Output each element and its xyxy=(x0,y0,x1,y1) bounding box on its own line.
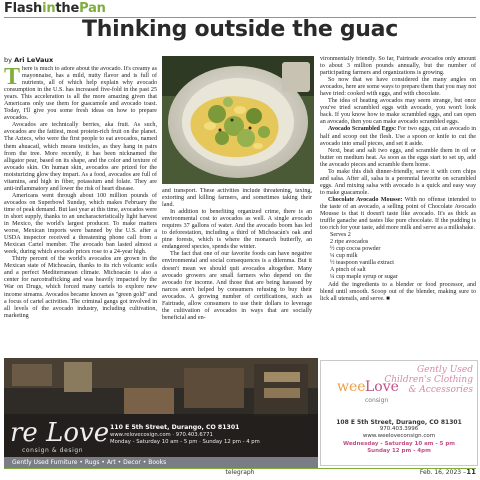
weelove-logo-sub: consign xyxy=(365,397,389,404)
ingredient-item: ½ cup cocoa powder xyxy=(330,246,381,253)
paragraph: and transport. These activities include threatening, taxing, extorting and killing farmers, and sometimes taking their land. xyxy=(162,188,312,209)
ingredient-item: ¼ cup maple syrup or sugar xyxy=(330,274,398,281)
footer-date: Feb. 16, 2023 – xyxy=(419,469,466,476)
recipe-serves: Serves 2 xyxy=(330,232,351,239)
page-number: 11 xyxy=(466,468,476,476)
paragraph-text: here is much to adore about the avocado. It's creamy as mayonnaise, has a mild, nutty flavor and is full of nutrients, all of which help explain why avocado consumption in the U.S. has increased five-fold in the past 25 years. This acceleration is all the more amazing given that Americans only use them for guacamole and avocado toast. Today, I'll give you some fresh ideas on how to prepare avocados. xyxy=(4,66,157,122)
ingredient-item: A pinch of salt xyxy=(330,267,366,274)
recipe-title: Chocolate Avocado Mousse: xyxy=(328,196,403,203)
weelove-tagline: Gently Used Children's Clothing & Accessories xyxy=(384,365,473,395)
drop-cap: T xyxy=(4,66,21,90)
recipe-paragraph xyxy=(320,126,476,147)
paragraph: Next, beat and salt two eggs, and scramble them in oil or butter on medium heat. As soon as the eggs start to set up, add the avocado pieces and scramble them home. xyxy=(320,147,476,168)
relove-logo: re Love xyxy=(10,418,110,448)
section-masthead xyxy=(4,1,106,16)
ingredient-item: 2 ripe avocados xyxy=(330,239,369,246)
paragraph: Americans went through about 100 million pounds of avocados on Superbowl Sunday, which makes February the time of peak demand. But last year at this time, avocados were in short supply, thanks to an uncharacteristically light harvest in Mexico, the world's largest producer. To make matters worse, Mexican imports were banned by the U.S. after a USDA inspector received a threatening phone call from a Mexican Cartel member. The avocado ban lasted almost a week, during which avocado prices rose to a 24-year high. xyxy=(4,192,157,256)
recipe-text: For two eggs, cut an avocado in half and scoop out the flesh. Use a spoon or knife to cut the avocado into small pieces, and set it aside. xyxy=(320,126,476,147)
paragraph: Add the ingredients to a blender or food processor, and blend until smooth. Scoop out of the blender, making sure to lick all utensils, and serve. ■ xyxy=(320,281,476,302)
paragraph: Avocados are technically berries, aka fruit. As such, avocados are the fattiest, most protein-rich fruit on the planet. The Aztecs, who were the first people to eat avocados, named them ahuacatl, which means testicles, as they hang in pairs from the tree. More recently, it has been nicknamed the alligator pear, based on its shape, and the color and texture of avocado skin. On human skin, avocados are prized for the moisturizing glow they impart. As a food, avocados are full of vitamins, and high in fiber, potassium and folate. They are anti-inflammatory and lower the risk of heart disease. xyxy=(4,122,157,192)
masthead-part-the: the xyxy=(55,1,80,16)
article-headline: Thinking outside the guac xyxy=(82,17,398,42)
relove-ad[interactable] xyxy=(4,358,318,468)
paragraph: So now that we have considered the many angles on avocados, here are some ways to prepare them that you may not have tried: cooked with eggs, and with chocolate. xyxy=(320,77,476,98)
paragraph: Thirty percent of the world's avocados are grown in the Mexican state of Michoacán, thanks to its rich volcanic soils and a perfect Mediterranean climate. Michoacán is also a center for narcotrafficking and was heavily impacted by the War on Drugs, which forced many cartels to explore new income streams. Avocados became known as "green gold" and a focus of cartel activities. The criminal gangs got involved in all levels of the avocado industry, including cultivation, marketing xyxy=(4,256,157,319)
ingredient-item: ¼ cup milk xyxy=(330,253,358,260)
weelove-hours-sunday: Sunday 12 pm - 4pm xyxy=(367,447,431,454)
footer-publication: telegraph xyxy=(225,469,255,476)
relove-contact xyxy=(110,424,260,447)
recipe-paragraph xyxy=(320,197,476,232)
byline-author: Ari LeVaux xyxy=(14,56,54,64)
masthead-part-pan: Pan xyxy=(79,1,106,16)
weelove-address: 108 E 5th Street, Durango, CO 81301 xyxy=(336,419,462,426)
weelove-contact xyxy=(321,419,477,455)
relove-category-bar: Gently Used Furniture • Rugs • Art • Decor • Books xyxy=(4,457,318,468)
byline-prefix: by xyxy=(4,56,12,64)
weelove-ad[interactable] xyxy=(320,360,478,466)
recipe-title: Avocado Scrambled Eggs: xyxy=(328,126,397,133)
paragraph: To make this dish dinner-friendly, serve it with corn chips and salsa. After all, salsa is a perennial favorite on scrambled eggs. And mixing salsa with avocado is a quick and easy way to make guacamole. xyxy=(320,168,476,196)
paragraph: vironmentally friendly. So far, Fairtrade avocados only amount to about 3 million pounds annually, but the number of participating farmers and organizations is growing. xyxy=(320,56,476,77)
article-column-1 xyxy=(4,66,157,356)
weelove-hours-weekday: Wednesday - Saturday 10 am - 5 pm xyxy=(342,440,456,447)
article-column-3 xyxy=(320,56,476,356)
masthead-part-flash: Flash xyxy=(4,1,43,16)
relove-address: 110 E 5th Street, Durango, CO 81301 xyxy=(110,424,240,431)
relove-website[interactable]: www.relovecosign.com · 970.403.6771 xyxy=(110,431,213,438)
paragraph xyxy=(4,66,157,122)
weelove-logo-wee: wee xyxy=(337,379,366,395)
food-photo-illustration xyxy=(162,56,314,184)
byline xyxy=(4,56,53,64)
masthead-part-in: in xyxy=(42,1,56,16)
weelove-website[interactable]: www.weeloveconsign.com xyxy=(362,433,436,440)
relove-logo-sub: consign & design xyxy=(22,447,84,454)
paragraph: The idea of heating avocados may seem strange, but once you've tried scrambled eggs with avocado, you won't look back. If you know how to make scrambled eggs, and can open an avocado, then you can make avocado scrambled eggs. xyxy=(320,98,476,126)
recipe-text: With no offense intended to the taste of an avocado, a selling point of Chocolate Avocado Mousse is that it doesn't taste like avocado. It's as thick as truffle ganache and tastes like pure chocolate. If the pudding is too rich for your taste, add more milk and serve as a milkshake. xyxy=(320,196,476,232)
paragraph: In addition to benefiting organized crime, there is an environmental cost to avocados as well. A single avocado requires 37 gallons of water. And the avocado boom has led to deforestation, including a third of Michoacán's oak and pine forests, which is where the monarch butterfly, an endangered species, spends the winter. xyxy=(162,209,312,251)
guacamole-eggs-photo xyxy=(162,56,314,184)
weelove-logo-love: Love xyxy=(365,379,399,395)
weelove-phone[interactable]: 970.403.3996 xyxy=(379,426,419,433)
relove-hours: Monday - Saturday 10 am - 5 pm · Sunday 12 pm - 4 pm xyxy=(110,439,260,445)
paragraph: The fact that one of our favorite foods can have negative environmental and social consequences is a dilemma. But it doesn't mean we should quit avocados altogether. Many avocado growers are small farmers who depend on the avocado for income. And those that are being harassed by narcos aren't helped by consumers refusing to buy their avocados. A growing number of certifications, such as Fairtrade, allow consumers to use their dollars to leverage the cultivation of avocados in ways that are socially beneficial and en- xyxy=(162,251,312,321)
ingredient-item: ½ teaspoon vanilla extract xyxy=(330,260,394,267)
